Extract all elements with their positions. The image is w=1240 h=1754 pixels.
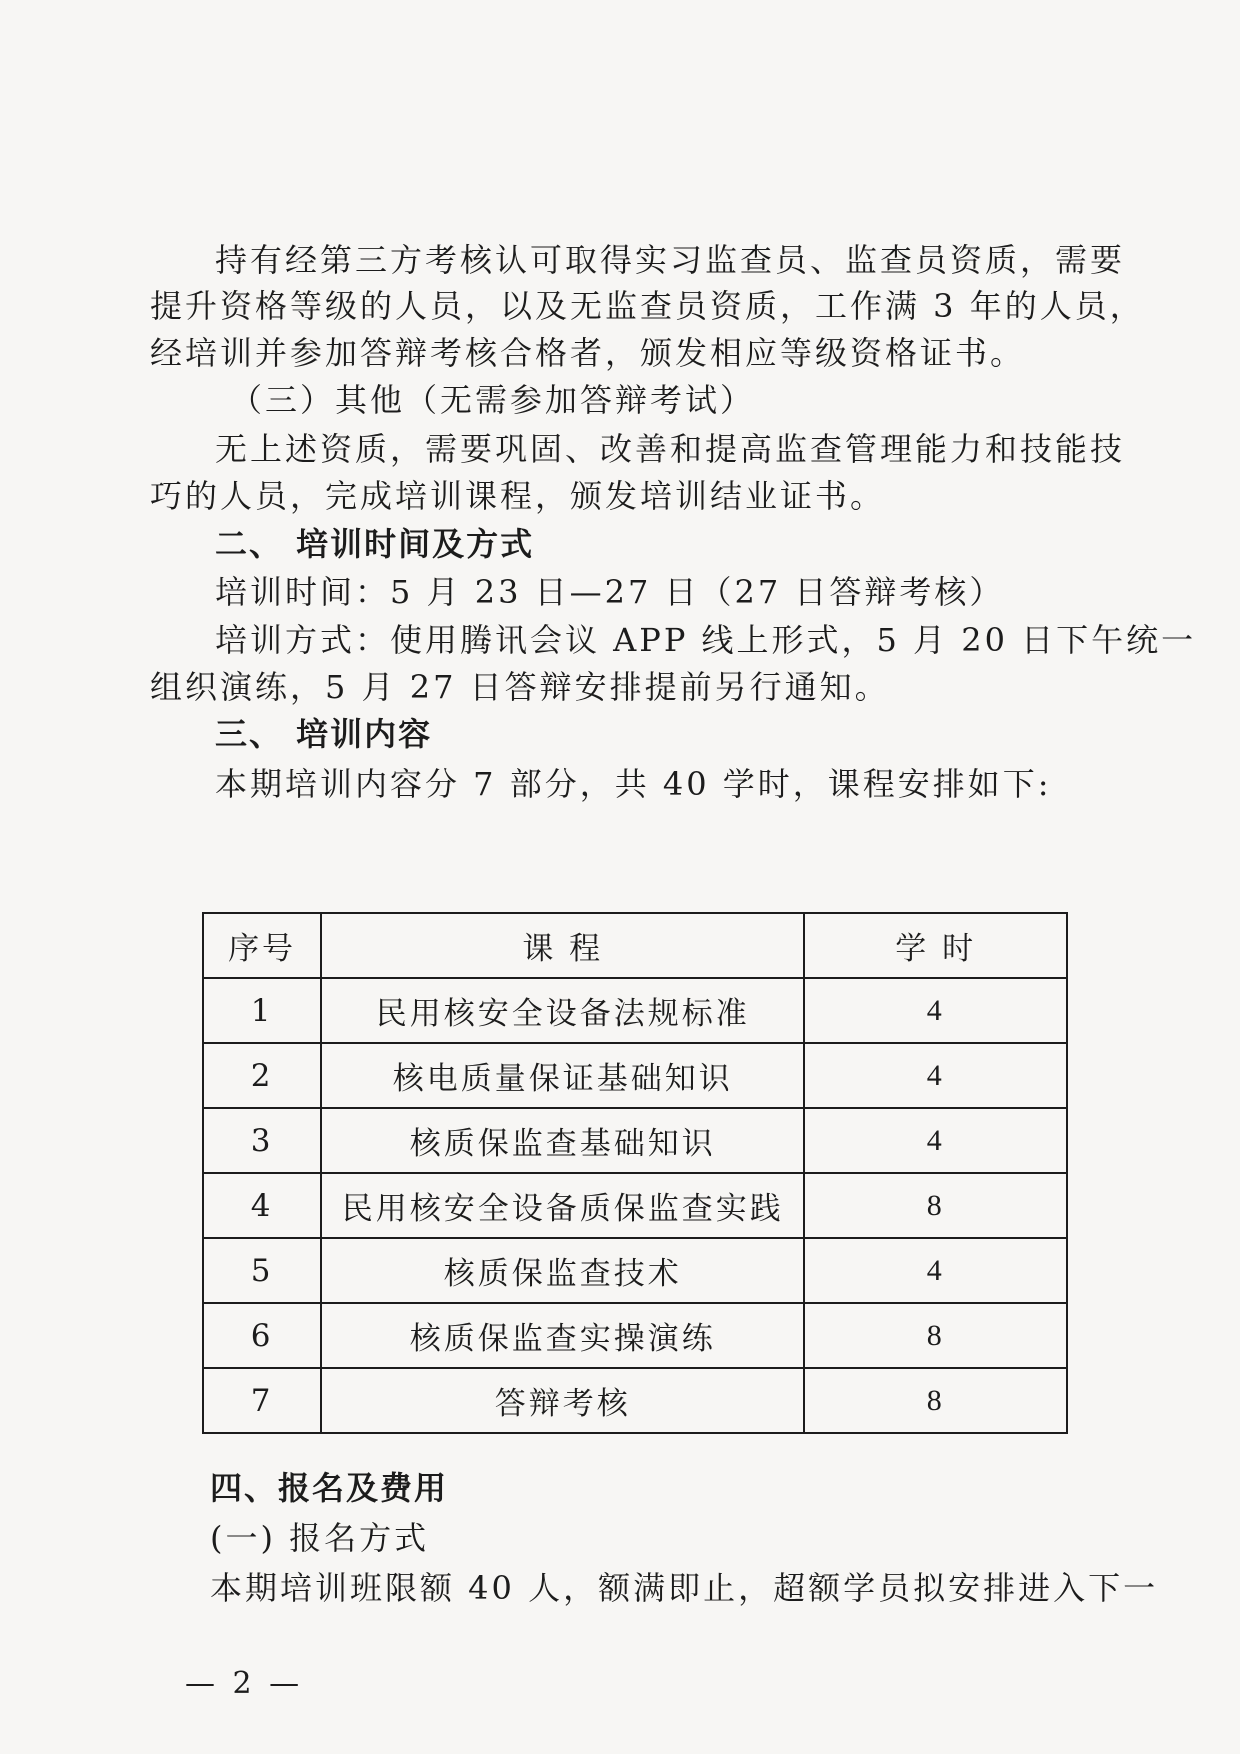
header-hours: 学 时 bbox=[804, 913, 1067, 978]
paragraph-line: 持有经第三方考核认可取得实习监查员、监查员资质，需要 bbox=[215, 241, 1126, 279]
subsection-heading: (一) 报名方式 bbox=[210, 1519, 430, 1557]
subsection-heading: （三）其他（无需参加答辩考试） bbox=[230, 381, 756, 419]
content-intro: 本期培训内容分 7 部分，共 40 学时，课程安排如下: bbox=[215, 765, 1052, 803]
row-no: 6 bbox=[203, 1303, 321, 1368]
table-row bbox=[203, 1108, 1067, 1173]
training-time: 培训时间：5 月 23 日—27 日（27 日答辩考核） bbox=[215, 573, 1005, 611]
header-course: 课 程 bbox=[321, 913, 804, 978]
training-method: 培训方式：使用腾讯会议 APP 线上形式，5 月 20 日下午统一 bbox=[215, 621, 1197, 659]
row-no: 7 bbox=[203, 1368, 321, 1433]
row-course: 核质保监查实操演练 bbox=[321, 1303, 804, 1368]
row-course: 核质保监查技术 bbox=[321, 1238, 804, 1303]
row-course: 答辩考核 bbox=[321, 1368, 804, 1433]
section-heading: 三、 培训内容 bbox=[215, 715, 433, 753]
table-row bbox=[203, 1043, 1067, 1108]
row-no: 5 bbox=[203, 1238, 321, 1303]
table-row bbox=[203, 1368, 1067, 1433]
row-no: 3 bbox=[203, 1108, 321, 1173]
paragraph-line: 无上述资质，需要巩固、改善和提高监查管理能力和技能技 bbox=[215, 430, 1126, 468]
row-course: 核质保监查基础知识 bbox=[321, 1108, 804, 1173]
section-heading: 四、报名及费用 bbox=[210, 1469, 449, 1507]
row-course: 民用核安全设备质保监查实践 bbox=[321, 1173, 804, 1238]
table-header-row bbox=[203, 913, 1067, 978]
paragraph-line: 巧的人员，完成培训课程，颁发培训结业证书。 bbox=[150, 477, 886, 515]
row-course: 民用核安全设备法规标准 bbox=[321, 978, 804, 1043]
paragraph-line: 组织演练，5 月 27 日答辩安排提前另行通知。 bbox=[150, 668, 890, 706]
course-table bbox=[202, 912, 1068, 1434]
row-hours: 8 bbox=[804, 1368, 1067, 1433]
page-number: — 2 — bbox=[185, 1666, 304, 1701]
row-hours: 4 bbox=[804, 978, 1067, 1043]
row-hours: 4 bbox=[804, 1238, 1067, 1303]
header-no: 序号 bbox=[203, 913, 321, 978]
row-no: 2 bbox=[203, 1043, 321, 1108]
row-course: 核电质量保证基础知识 bbox=[321, 1043, 804, 1108]
table-row bbox=[203, 1173, 1067, 1238]
paragraph-line: 提升资格等级的人员，以及无监查员资质，工作满 3 年的人员， bbox=[150, 287, 1145, 325]
row-hours: 4 bbox=[804, 1108, 1067, 1173]
row-no: 4 bbox=[203, 1173, 321, 1238]
section-heading: 二、 培训时间及方式 bbox=[215, 525, 535, 563]
row-hours: 8 bbox=[804, 1173, 1067, 1238]
paragraph-line: 本期培训班限额 40 人，额满即止，超额学员拟安排进入下一 bbox=[210, 1569, 1159, 1607]
paragraph-line: 经培训并参加答辩考核合格者，颁发相应等级资格证书。 bbox=[150, 334, 1026, 372]
table-row bbox=[203, 1238, 1067, 1303]
row-no: 1 bbox=[203, 978, 321, 1043]
table-row bbox=[203, 1303, 1067, 1368]
table-row bbox=[203, 978, 1067, 1043]
row-hours: 8 bbox=[804, 1303, 1067, 1368]
row-hours: 4 bbox=[804, 1043, 1067, 1108]
